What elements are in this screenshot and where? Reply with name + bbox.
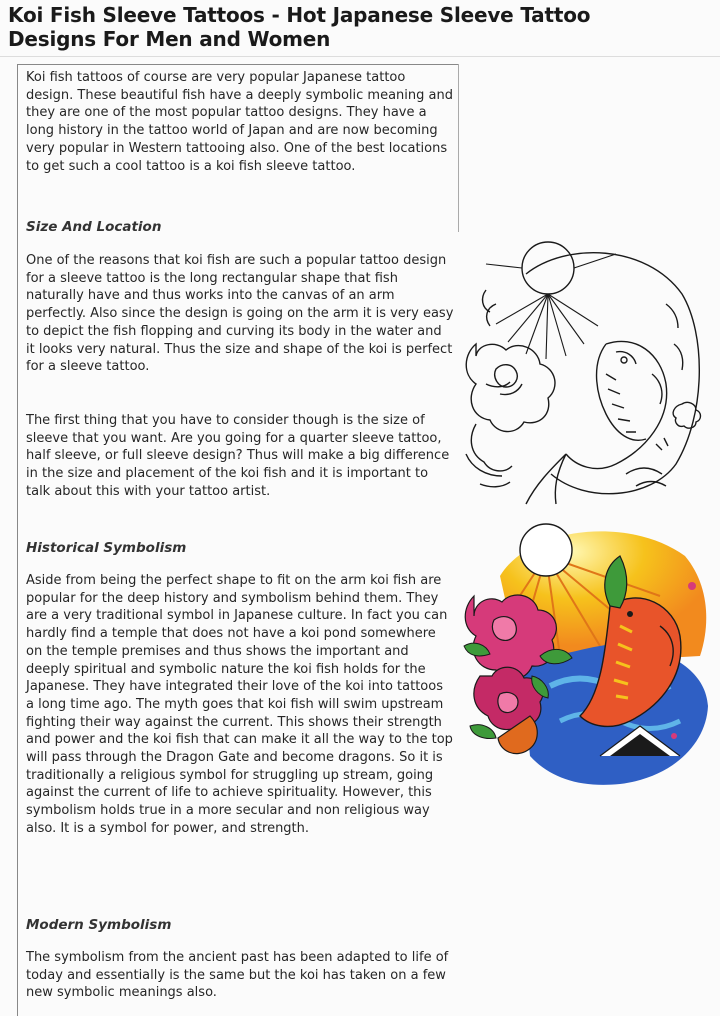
koi-fish-outline-drawing xyxy=(456,234,708,506)
page-title-line-1: Koi Fish Sleeve Tattoos - Hot Japanese Sleeve Tattoo xyxy=(8,3,591,27)
section-heading-size-location: Size And Location xyxy=(26,219,162,235)
paragraph-historical-symbolism: Aside from being the perfect shape to fit on the arm koi fish are popular for the deep history and symbolism behind them. They are a very traditional symbol in Japanese culture. In fact you can hardly find a temple that does not have a koi pond somewhere on the temple premises and thus shows the important and deeply spiritual and symbolic nature the koi fish holds for the Japanese. They have integrated their love of the koi into tattoos a long time ago. The myth goes that koi fish will swim upstream fighting their way against the current. This shows their strength and power and the koi fish that can make it all the way to the top will pass through the Dragon Gate and become dragons. So it is traditionally a religious symbol for struggling up stream, going against the current of life to achieve spirituality. However, this symbolism holds true in a more secular and non religious way also. It is a symbol for power, and strength. xyxy=(26,573,453,836)
intro-paragraph: Koi fish tattoos of course are very popular Japanese tattoo design. These beautiful fish have a deeply symbolic meaning and they are one of the most popular tattoo designs. They have a long history in the tattoo world of Japan and are now becoming very popular in Western tattooing also. One of the best locations to get such a cool tattoo is a koi fish sleeve tattoo. xyxy=(26,70,453,174)
paragraph-size-location-1: One of the reasons that koi fish are such a popular tattoo design for a sleeve tattoo is the long rectangular shape that fish naturally have and thus works into the canvas of an arm perfectly. Also since the design is going on the arm it is very easy to depict the fish flopping and curving its body in the water and it looks very natural. Thus the size and shape of the koi is perfect for a sleeve tattoo. xyxy=(26,253,454,375)
paragraph-modern-symbolism: The symbolism from the ancient past has been adapted to life of today and essentially is the same but the koi has taken on a few new symbolic meanings also. xyxy=(26,950,449,1001)
koi-fish-color-drawing xyxy=(460,516,714,788)
paragraph-size-location-2: The first thing that you have to consider though is the size of sleeve that you want. Are you going for a quarter sleeve tattoo, half sleeve, or full sleeve design? Thus will make a big difference in the size and placement of the koi fish and it is important to talk about this with your tattoo artist. xyxy=(26,413,450,499)
article-left-border xyxy=(17,64,18,1016)
page-title-line-2: Designs For Men and Women xyxy=(8,27,331,51)
section-heading-modern-symbolism: Modern Symbolism xyxy=(26,917,172,933)
article-top-border xyxy=(17,64,459,65)
title-divider xyxy=(0,56,720,57)
page-title xyxy=(8,3,708,51)
section-heading-historical-symbolism: Historical Symbolism xyxy=(26,540,187,556)
intro-right-border xyxy=(458,64,459,232)
